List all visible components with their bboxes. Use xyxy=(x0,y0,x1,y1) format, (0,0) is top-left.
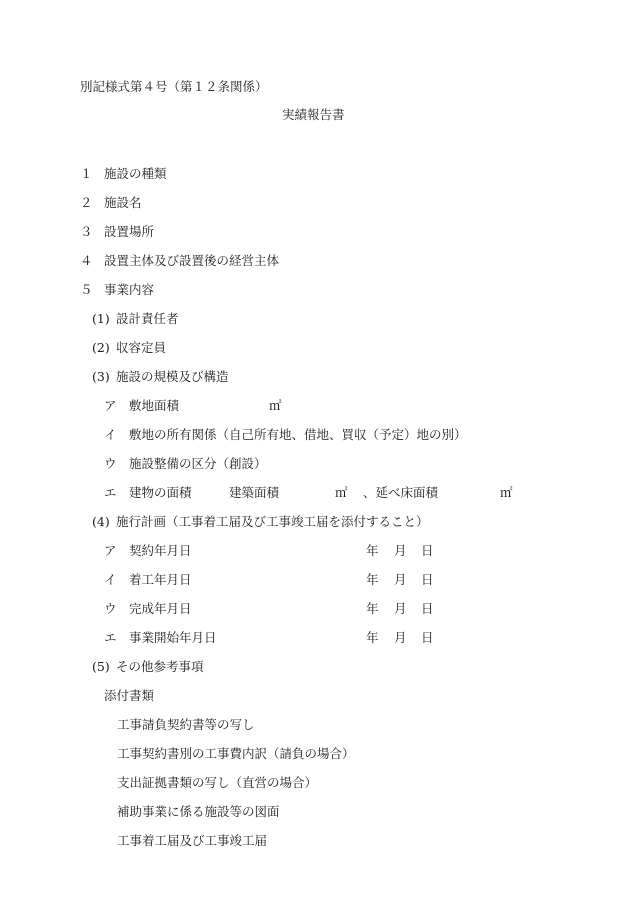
day-label: 日 xyxy=(421,543,434,558)
year-label: 年 xyxy=(366,601,379,616)
item-kana: エ xyxy=(104,485,117,500)
subsection-label: 施行計画（工事着工届及び工事竣工届を添付すること） xyxy=(116,514,429,529)
subsection-label: その他参考事項 xyxy=(116,659,204,674)
attachment-item: 工事着工届及び工事竣工届 xyxy=(117,833,268,848)
attachments-heading: 添付書類 xyxy=(104,688,155,703)
section-number: ４ xyxy=(80,253,93,268)
section-label: 設置場所 xyxy=(104,224,155,239)
item-label: 事業開始年月日 xyxy=(129,630,217,645)
building-area-label: 建築面積 xyxy=(229,485,280,500)
attachment-item: 補助事業に係る施設等の図面 xyxy=(117,804,280,819)
subsection-number: (3) xyxy=(92,369,110,384)
section-number: １ xyxy=(80,166,93,181)
section-number: ２ xyxy=(80,195,93,210)
item-label: 完成年月日 xyxy=(129,601,192,616)
document-title: 実績報告書 xyxy=(282,107,345,122)
year-label: 年 xyxy=(366,543,379,558)
day-label: 日 xyxy=(421,630,434,645)
attachment-item: 工事契約書別の工事費内訳（請負の場合） xyxy=(117,746,355,761)
item-kana: エ xyxy=(104,630,117,645)
item-kana: ウ xyxy=(104,456,117,471)
section-label: 施設の種類 xyxy=(104,166,167,181)
section-label: 施設名 xyxy=(104,195,142,210)
subsection-number: (1) xyxy=(92,311,110,326)
year-label: 年 xyxy=(366,630,379,645)
subsection-number: (4) xyxy=(92,514,110,529)
subsection-label: 施設の規模及び構造 xyxy=(116,369,229,384)
day-label: 日 xyxy=(421,572,434,587)
item-label: 敷地の所有関係（自己所有地、借地、買収（予定）地の別） xyxy=(129,427,467,442)
item-label: 契約年月日 xyxy=(129,543,192,558)
month-label: 月 xyxy=(394,601,407,616)
area-unit: ㎡ xyxy=(335,485,348,500)
item-kana: ウ xyxy=(104,601,117,616)
year-label: 年 xyxy=(366,572,379,587)
item-kana: ア xyxy=(104,543,117,558)
month-label: 月 xyxy=(394,572,407,587)
item-label: 施設整備の区分（創設） xyxy=(129,456,267,471)
section-label: 設置主体及び設置後の経営主体 xyxy=(104,253,280,268)
section-number: ３ xyxy=(80,224,93,239)
attachment-item: 支出証拠書類の写し（直営の場合） xyxy=(117,775,318,790)
area-unit: ㎡ xyxy=(500,485,513,500)
form-label: 別記様式第４号（第１２条関係） xyxy=(80,79,268,94)
section-label: 事業内容 xyxy=(104,282,155,297)
item-label: 建物の面積 xyxy=(129,485,192,500)
item-kana: ア xyxy=(104,398,117,413)
area-unit: ㎡ xyxy=(269,398,282,413)
floor-area-label: 、延べ床面積 xyxy=(363,485,439,500)
attachment-item: 工事請負契約書等の写し xyxy=(117,717,255,732)
month-label: 月 xyxy=(394,543,407,558)
day-label: 日 xyxy=(421,601,434,616)
subsection-label: 設計責任者 xyxy=(116,311,179,326)
item-kana: イ xyxy=(104,427,117,442)
subsection-number: (5) xyxy=(92,659,110,674)
item-kana: イ xyxy=(104,572,117,587)
section-number: ５ xyxy=(80,282,93,297)
item-label: 敷地面積 xyxy=(129,398,180,413)
month-label: 月 xyxy=(394,630,407,645)
subsection-number: (2) xyxy=(92,340,110,355)
subsection-label: 収容定員 xyxy=(116,340,167,355)
item-label: 着工年月日 xyxy=(129,572,192,587)
